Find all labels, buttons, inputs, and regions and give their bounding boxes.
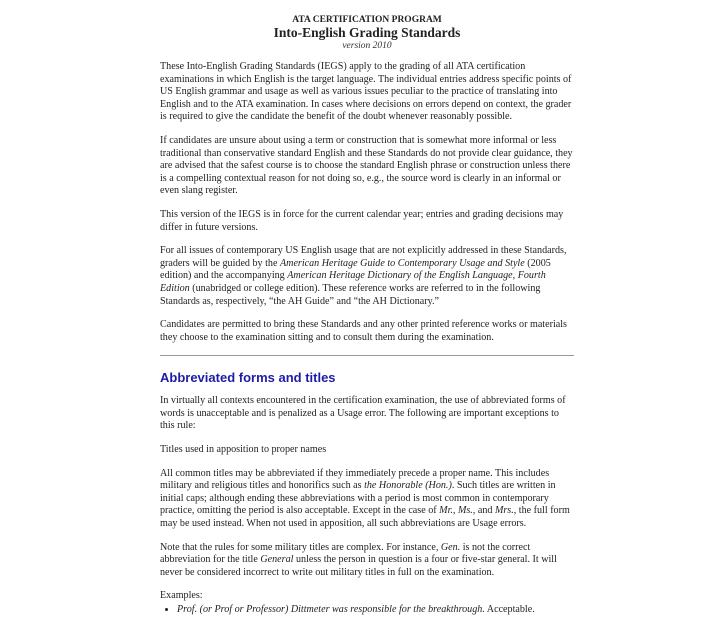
italic-text: General bbox=[260, 554, 294, 566]
intro-paragraph: These Into-English Grading Standards (IEGS) apply to the grading of all ATA certification examinations in which English is the target language. The individual entries address specific points of US English grammar and usage as well as various issues peculiar to the practice of translating into English and to the ATA examination. In cases where decisions on errors depend on context, the grader is required to give the candidate the benefit of the doubt whenever reasonably possible. bbox=[160, 61, 572, 123]
titles-paragraph bbox=[160, 468, 574, 531]
guidance-paragraph: If candidates are unsure about using a term or construction that is somewhat more informal or less traditional than conservative standard English and these Standards do not provide clear guidance, they are advised that the safest course is to choose the standard English phrase or construction unless there is a compelling contextual reason for not doing so, e.g., the source word is clearly in an informal or even slang register. bbox=[160, 134, 573, 197]
italic-text: the Honorable (Hon.) bbox=[364, 480, 452, 492]
reference-title: American Heritage Dictionary of the English Language, Fourth Edition bbox=[160, 270, 546, 294]
text: Note that the rules for some military titles are complex. For instance, bbox=[160, 541, 441, 553]
program-label: ATA CERTIFICATION PROGRAM bbox=[292, 15, 442, 25]
italic-text: Mr., Ms., bbox=[439, 505, 476, 517]
section-heading: Abbreviated forms and titles bbox=[160, 370, 336, 386]
text: . Such titles are written in initial caps; although ending these abbreviations with a period is most common in contemporary practice, omitting the period is also acceptable. Except in the case of bbox=[160, 480, 556, 517]
example-item bbox=[177, 604, 574, 617]
text: (2005 edition) and the accompanying bbox=[160, 257, 551, 282]
text: All common titles may be abbreviated if they immediately precede a proper name. This includes military and religious titles and honorifics such as bbox=[160, 467, 550, 492]
version-label: version 2010 bbox=[342, 41, 392, 51]
example-verdict: Acceptable. bbox=[484, 604, 535, 615]
references-paragraph bbox=[160, 245, 574, 308]
example-text: Prof. (or Prof or Professor) Dittmeter was responsible for the breakthrough. bbox=[177, 604, 485, 615]
italic-text: Gen. bbox=[440, 541, 461, 553]
text: and bbox=[475, 505, 495, 517]
text: is not the correct abbreviation for the title bbox=[160, 541, 531, 566]
document-title: Into-English Grading Standards bbox=[273, 25, 461, 40]
divider bbox=[160, 355, 574, 356]
document-page bbox=[160, 14, 574, 617]
military-paragraph bbox=[160, 542, 574, 580]
italic-text: Mrs. bbox=[494, 505, 514, 517]
text: unless the person in question is a four or five-star general. It will never be considered incorrect to write out military titles in full on the examination. bbox=[160, 554, 557, 578]
reference-title: American Heritage Guide to Contemporary Usage and Style bbox=[279, 257, 525, 269]
examples-list bbox=[160, 604, 574, 617]
version-paragraph: This version of the IEGS is in force for the current calendar year; entries and grading decisions may differ in future versions. bbox=[160, 208, 564, 233]
text: For all issues of contemporary US English usage that are not explicitly addressed in these Standards, graders will be guided by the bbox=[160, 245, 567, 269]
permitted-paragraph: Candidates are permitted to bring these Standards and any other printed reference works or materials they choose to the examination sitting and to consult them during the examination. bbox=[160, 319, 567, 343]
text: , the full form may be used instead. When not used in apposition, all such abbreviations are Usage errors. bbox=[160, 505, 570, 530]
text: (unabridged or college edition). These reference works are referred to in the following Standards as, respectively, “the AH Guide” and “the AH Dictionary.” bbox=[160, 282, 541, 307]
subheading: Titles used in apposition to proper names bbox=[160, 444, 327, 456]
section-intro: In virtually all contexts encountered in the certification examination, the use of abbreviated forms of words is unacceptable and is penalized as a Usage error. The following are important exceptions to this rule: bbox=[160, 395, 566, 432]
examples-label: Examples: bbox=[160, 590, 203, 602]
